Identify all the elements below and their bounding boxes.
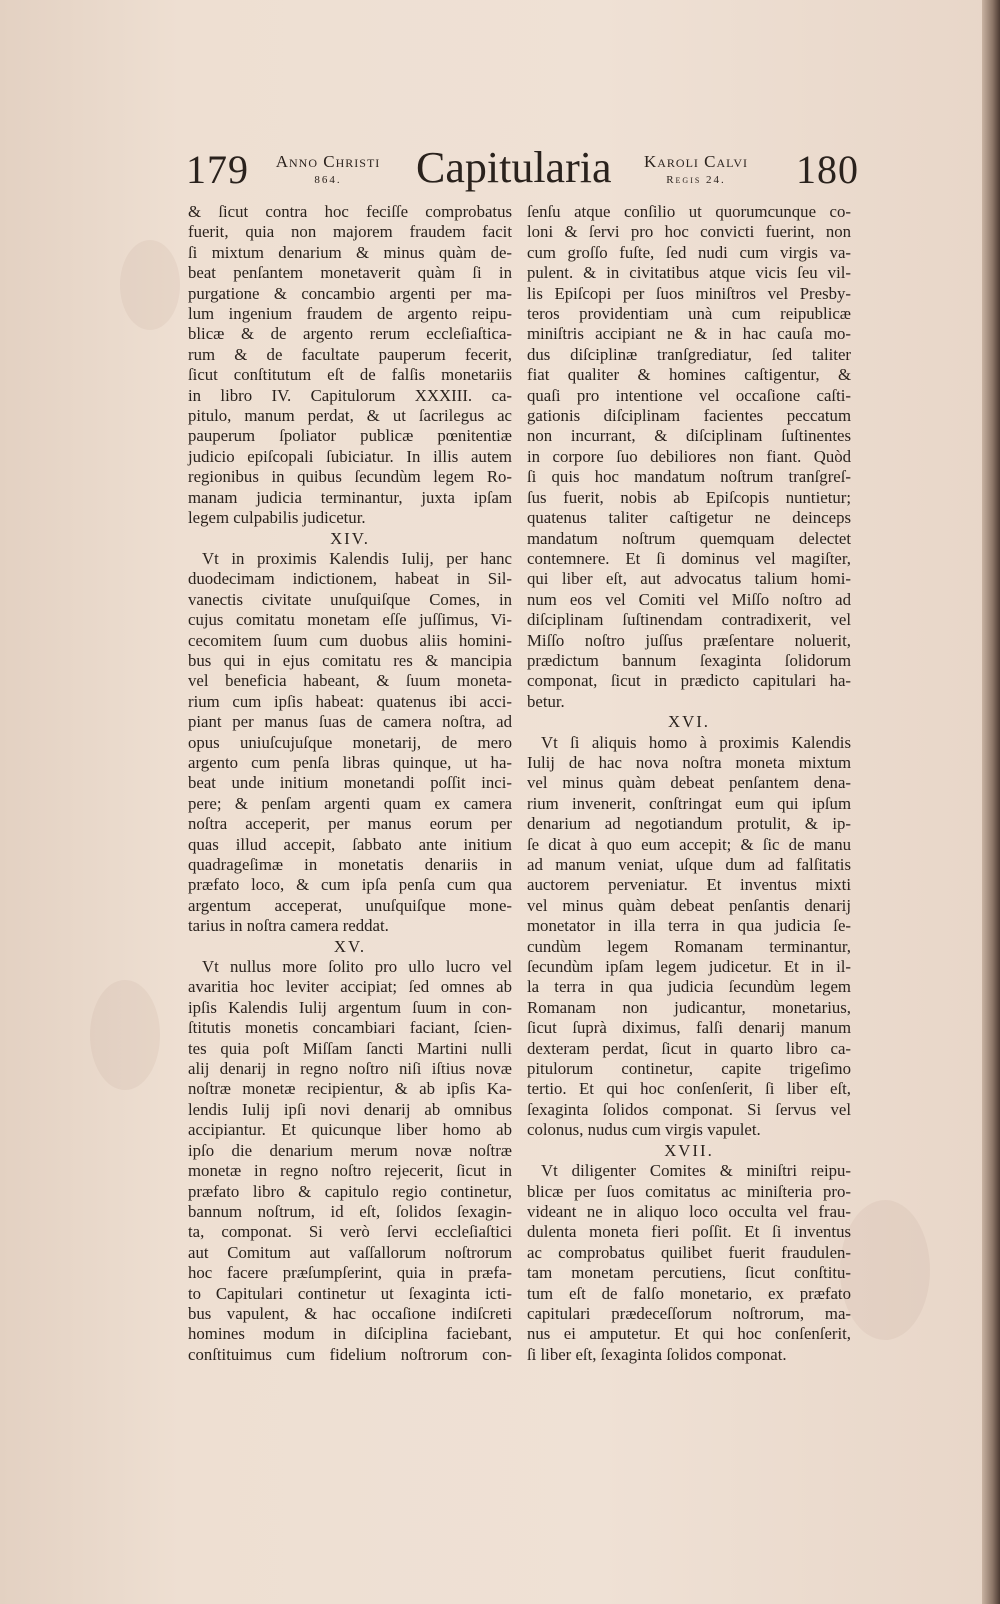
- right-intro-paragraph: [527, 202, 851, 712]
- text-line: Vt ſi aliquis homo à proximis Kalendis: [541, 732, 851, 752]
- text-line: rium invenerit, conſtringat eum qui ipſum: [527, 793, 851, 813]
- text-line: in libro IV. Capitulorum XXXIII. ca-: [188, 385, 512, 405]
- left-text-column: [188, 202, 512, 1365]
- text-line: pauperum ſpoliator publicæ pœnitentiæ: [188, 426, 512, 446]
- text-line: ſus fuerit, nobis ab Epiſcopis nuntietur;: [527, 487, 851, 507]
- paper-stain: [840, 1200, 930, 1340]
- page-number-right: 180: [796, 147, 859, 192]
- header-year-label: [258, 152, 398, 186]
- text-line: Romanam non judicantur, monetarius,: [527, 997, 851, 1017]
- text-line: præfato libro & capitulo regio continetur,: [188, 1181, 512, 1201]
- text-line: tes quia poſt Miſſam ſancti Martini nulli: [188, 1038, 512, 1058]
- text-line: non incurrant, & diſciplinam ſuſtinentes: [527, 426, 851, 446]
- text-line: ſi liber eſt, ſexaginta ſolidos componat.: [527, 1344, 787, 1364]
- text-line: ſecundùm ipſam legem judicetur. Et in il-: [527, 957, 851, 977]
- text-line: blicæ per ſuos comitatus ac miniſteria pro-: [527, 1181, 851, 1201]
- text-line: ad manum veniat, uſque dum ad falſitatis: [527, 855, 851, 874]
- text-line: videant ne in aliquo loco occulta vel frau-: [527, 1201, 851, 1221]
- text-line: rum & de facultate pauperum fecerit,: [188, 344, 512, 364]
- text-line: tum eſt de falſo monetario, ex præfato: [527, 1283, 851, 1303]
- text-line: capitulari prædeceſſorum noſtrorum, ma-: [527, 1303, 851, 1323]
- text-line: ſtitutis monetis concambiari faciant, ſcien-: [188, 1018, 512, 1038]
- text-line: betur.: [527, 691, 565, 711]
- text-line: ſexaginta ſolidos componat. Si ſervus vel: [527, 1099, 851, 1119]
- text-line: noſtræ monetæ recipientur, & ab ipſis Ka-: [188, 1079, 512, 1099]
- text-line: beat unde initium monetandi poſſit inci-: [188, 773, 512, 793]
- text-line: gationis diſciplinam facientes peccatum: [527, 406, 851, 426]
- text-line: loni & ſervi pro hoc convicti fuerint, non: [527, 222, 851, 242]
- header-king-text: Karoli Calvi: [643, 152, 749, 171]
- text-line: judicio epiſcopali ſubiciatur. In illis autem: [188, 446, 512, 466]
- text-line: tarius in noſtra camera reddat.: [188, 916, 389, 936]
- text-line: vel beneficia habeant, & ſuum moneta-: [188, 671, 512, 691]
- text-line: Vt in proximis Kalendis Iulij, per hanc: [202, 548, 512, 568]
- text-line: ta, componat. Si verò ſervi eccleſiaſtici: [188, 1222, 512, 1242]
- text-line: bus vapulent, & hac occaſione indiſcreti: [188, 1303, 512, 1323]
- header-king-label: [636, 152, 756, 186]
- text-line: ſicut conſtitutum eſt de falſis monetariis: [188, 365, 512, 385]
- text-line: fiat qualiter & homines caſtigentur, &: [527, 365, 851, 385]
- text-line: lendis Iulij ipſi novi denarij ab omnibus: [188, 1099, 512, 1119]
- text-line: in corpore ſuo debiliores non fiant. Quòd: [527, 446, 851, 466]
- text-line: ipſis Kalendis Iulij argentum ſuum in con-: [188, 997, 512, 1017]
- text-line: præfato loco, & cum ipſa penſa cum qua: [188, 875, 512, 895]
- text-line: quas illud accepit, ſabbato ante initium: [188, 834, 512, 854]
- text-line: num eos vel Comiti vel Miſſo noſtro ad: [527, 589, 851, 609]
- text-line: vel minus quàm debeat penſantem dena-: [527, 773, 851, 793]
- text-line: ſi quis hoc mandatum noſtrum tranſgreſ-: [527, 467, 851, 487]
- text-line: vanectis civitate unuſquiſque Comes, in: [188, 589, 512, 609]
- left-intro-paragraph: [188, 202, 512, 529]
- text-line: pitulorum continetur, capite trigeſimo: [527, 1059, 851, 1079]
- section-heading-xvi: XVI.: [667, 712, 711, 732]
- header-regnal-year: Regis 24.: [666, 174, 726, 186]
- text-line: cundùm legem Romanam terminantur,: [527, 936, 851, 956]
- running-header: [0, 138, 1000, 198]
- text-line: argentum acceperat, unuſquiſque mone-: [188, 895, 512, 915]
- section-xiv-text: [188, 549, 512, 937]
- text-line: noſtra acceperit, per manus eorum per: [188, 814, 512, 834]
- text-line: bus qui in ejus comitatu res & mancipia: [188, 650, 512, 670]
- text-line: la terra in qua judicia ſecundùm legem: [527, 977, 851, 997]
- text-line: piant per manus ſuas de camera noſtra, ad: [188, 712, 512, 732]
- text-line: qui liber eſt, aut advocatus talium homi-: [527, 569, 851, 589]
- text-line: & ſicut contra hoc feciſſe comprobatus: [188, 202, 512, 221]
- text-line: purgatione & concambio argenti per ma-: [188, 283, 512, 303]
- text-line: ipſo die denarium merum novæ noſtræ: [188, 1140, 512, 1160]
- text-line: rium cum ipſis habeat: quatenus ibi acci-: [188, 691, 512, 711]
- text-line: alij denarij in regno noſtro niſi iſtius novæ: [188, 1059, 512, 1079]
- text-line: Miſſo noſtro juſſus præſentare noluerit,: [527, 630, 851, 650]
- paper-stain: [90, 980, 160, 1090]
- text-line: hoc facere præſumpſerint, quia in præfa-: [188, 1263, 512, 1283]
- text-line: Vt diligenter Comites & miniſtri reipu-: [541, 1161, 851, 1181]
- section-xvi-text: [527, 733, 851, 1141]
- text-line: colonus, nudus cum virgis vapulet.: [527, 1120, 761, 1140]
- text-line: legem culpabilis judicetur.: [188, 508, 366, 528]
- text-line: ſi mixtum denarium & minus quàm de-: [188, 242, 512, 262]
- text-line: denarium ad negotiandum protulit, & ip-: [527, 814, 851, 834]
- text-line: monetæ in regno noſtro rejecerit, ſicut in: [188, 1161, 512, 1181]
- text-line: Iulij de hac nova noſtra moneta mixtum: [527, 752, 851, 772]
- section-xvii-text: [527, 1161, 851, 1365]
- text-line: opus uniuſcujuſque monetarij, de mero: [188, 732, 512, 752]
- text-line: ſicut ſuprà diximus, falſi denarij manum: [527, 1018, 851, 1038]
- text-line: bannum noſtrum, id eſt, ſolidos ſexagin-: [188, 1201, 512, 1221]
- text-line: contemnere. Et ſi dominus vel magiſter,: [527, 548, 851, 568]
- text-line: diſciplinam ſuſtinendam contradixerit, vel: [527, 610, 851, 630]
- text-line: auctorem perveniatur. Et inventus mixti: [527, 875, 851, 895]
- book-spine-edge: [982, 0, 1000, 1604]
- text-line: componat, ſicut in prædicto capitulari ha-: [527, 671, 851, 691]
- text-line: regionibus in quibus ſecundùm legem Ro-: [188, 467, 512, 487]
- text-line: cecomitem ſuum cum duobus aliis homini-: [188, 630, 512, 650]
- text-line: manam judicia terminantur, juxta ipſam: [188, 487, 512, 507]
- text-line: monetator in illa terra in qua judicia ſe-: [527, 916, 851, 936]
- header-year-number: 864.: [314, 174, 342, 186]
- text-line: Vt nullus more ſolito pro ullo lucro vel: [202, 957, 512, 977]
- text-line: miniſtris accipiant ne & in hac cauſa mo-: [527, 324, 851, 344]
- text-line: to Capitulari continetur ut ſexaginta icti-: [188, 1283, 512, 1303]
- text-line: dus diſciplinæ tranſgrediatur, ſed taliter: [527, 344, 851, 364]
- text-line: homines modum in diſciplina faciebant,: [188, 1324, 512, 1344]
- text-line: lis Epiſcopi per ſuos miniſtros vel Presby-: [527, 283, 851, 303]
- section-heading-xv: XV.: [333, 936, 367, 956]
- text-line: duodecimam indictionem, habeat in Sil-: [188, 569, 512, 589]
- text-line: ac comprobatus quilibet fuerit fraudulen-: [527, 1242, 851, 1262]
- text-line: quaſi pro intentione vel occaſione caſti-: [527, 385, 851, 405]
- text-line: fuerit, quia non majorem fraudem facit: [188, 222, 512, 242]
- text-line: pitulo, manum perdat, & ut ſacrilegus ac: [188, 406, 512, 426]
- text-line: argento cum penſa libras quinque, ut ha-: [188, 752, 512, 772]
- text-line: nus ei amputetur. Et qui hoc conſenſerit,: [527, 1324, 851, 1344]
- text-line: blicæ & de argento rerum eccleſiaſtica-: [188, 324, 512, 344]
- text-line: cujus comitatu monetam eſſe juſſimus, Vi-: [188, 610, 512, 630]
- text-line: pere; & penſam argenti quam ex camera: [188, 793, 512, 813]
- text-line: quadrageſimæ in monetatis denariis in: [188, 855, 512, 874]
- text-line: dulenta moneta fieri poſſit. Et ſi inventus: [527, 1222, 851, 1242]
- text-line: vel minus quàm debeat penſantis denarij: [527, 895, 851, 915]
- text-line: quatenus taliter caſtigetur ne deinceps: [527, 508, 851, 528]
- text-line: dexteram perdat, ſicut in quarto libro ca-: [527, 1038, 851, 1058]
- text-line: pulent. & in civitatibus atque vicis ſeu vil-: [527, 263, 851, 283]
- text-line: accipiantur. Et quicunque liber homo ab: [188, 1120, 512, 1140]
- section-heading-xvii: XVII.: [664, 1140, 714, 1160]
- text-line: aut Comitum aut vaſſallorum noſtrorum: [188, 1242, 512, 1262]
- text-line: tam monetam percutiens, ſicut conſtitu-: [527, 1263, 851, 1283]
- page-number-left: 179: [186, 147, 249, 192]
- text-line: conſtituimus cum fidelium noſtrorum con-: [188, 1344, 512, 1364]
- text-line: lum ingenium fraudem de argento reipu-: [188, 304, 512, 324]
- text-line: beat penſantem monetaverit quàm ſi in: [188, 263, 512, 283]
- text-line: prædictum bannum ſexaginta ſolidorum: [527, 650, 851, 670]
- text-line: tertio. Et qui hoc conſenſerit, ſi liber eſt,: [527, 1079, 851, 1099]
- text-line: teros providentiam unà cum reipublicæ: [527, 304, 851, 324]
- text-line: ſenſu atque conſilio ut quorumcunque co-: [527, 202, 851, 221]
- right-text-column: [527, 202, 851, 1365]
- section-heading-xiv: XIV.: [330, 528, 370, 548]
- text-line: ſe dicat à quo eum accepit; & ſic de manu: [527, 834, 851, 854]
- text-line: avaritia hoc leviter accipiat; ſed omnes ab: [188, 977, 512, 997]
- text-line: cum groſſo fuſte, ſed nudi cum virgis va-: [527, 242, 851, 262]
- section-xv-text: [188, 957, 512, 1365]
- text-line: mandatum noſtrum quemquam delectet: [527, 528, 851, 548]
- page-title: Capitularia: [416, 143, 612, 192]
- paper-stain: [120, 240, 180, 330]
- header-year-text: Anno Christi: [275, 152, 381, 171]
